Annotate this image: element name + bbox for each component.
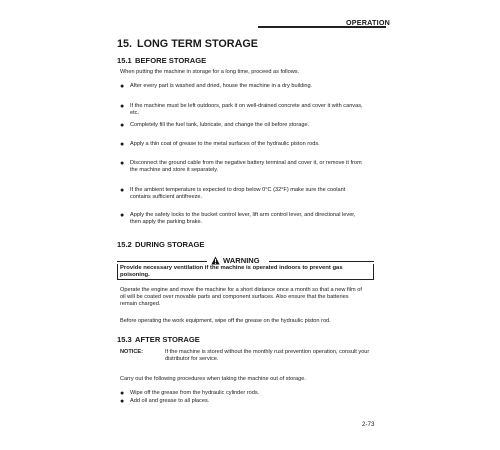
warning-rule-right bbox=[269, 261, 374, 262]
warning-box bbox=[117, 264, 374, 280]
subsection-heading-during bbox=[117, 240, 204, 249]
bullet-icon: ● bbox=[120, 160, 125, 167]
notice-label: NOTICE: bbox=[120, 349, 143, 355]
during-paragraph-2: Before operating the work equipment, wipe off the grease on the hydraulic piston rod. bbox=[120, 318, 331, 324]
bullet-icon: ● bbox=[120, 122, 125, 129]
list-item-text: If the ambient temperature is expected to drop below 0°C (32°F) make sure the coolant contains sufficient antifreeze. bbox=[130, 187, 346, 201]
during-paragraph-1: Operate the engine and move the machine for a short distance once a month so that a new film of oil will be coated over movable parts and component surfaces. Also ensure that the batteries remain charged. bbox=[120, 287, 362, 308]
subsection-heading-after bbox=[117, 335, 200, 344]
bullet-icon: ● bbox=[120, 212, 125, 219]
subsection-title: BEFORE STORAGE bbox=[135, 56, 207, 65]
bullet-icon: ● bbox=[120, 390, 125, 397]
list-item bbox=[120, 212, 365, 226]
warning-label: WARNING bbox=[223, 256, 260, 265]
list-item-text: Disconnect the ground cable from the negative battery terminal and cover it, or remove it from the machine and store it separately. bbox=[130, 160, 362, 174]
list-item-text: Completely fill the fuel tank, lubricate, and change the oil before storage. bbox=[130, 122, 310, 128]
bullet-icon: ● bbox=[120, 103, 125, 110]
list-item-text: After every part is washed and dried, house the machine in a dry building. bbox=[130, 83, 313, 89]
subsection-heading-before bbox=[117, 56, 206, 65]
warning-rule-left bbox=[117, 261, 207, 262]
list-item-text: Apply a thin coat of grease to the metal surfaces of the hydraulic piston rods. bbox=[130, 141, 320, 147]
subsection-number: 15.3 bbox=[117, 335, 132, 344]
notice-text: If the machine is stored without the monthly rust prevention operation, consult your distributor for service. bbox=[165, 349, 370, 363]
subsection-number: 15.2 bbox=[117, 240, 132, 249]
page-number: 2-73 bbox=[362, 421, 375, 428]
list-item bbox=[120, 398, 375, 405]
list-item bbox=[120, 160, 365, 174]
list-item-text: Apply the safety locks to the bucket control lever, lift arm control lever, and directional lever, then apply the parking brake. bbox=[130, 212, 356, 226]
after-intro: Carry out the following procedures when taking the machine out of storage. bbox=[120, 376, 306, 382]
section-heading bbox=[117, 38, 258, 50]
bullet-icon: ● bbox=[120, 141, 125, 148]
list-item bbox=[120, 122, 370, 129]
subsection-number: 15.1 bbox=[117, 56, 132, 65]
bullet-icon: ● bbox=[120, 83, 125, 90]
list-item bbox=[120, 103, 365, 117]
section-title: LONG TERM STORAGE bbox=[137, 38, 258, 50]
subsection-title: DURING STORAGE bbox=[135, 240, 205, 249]
bullet-icon: ● bbox=[120, 187, 125, 194]
header-section-title: OPERATION bbox=[346, 18, 390, 27]
list-item-text: If the machine must be left outdoors, park it on well-drained concrete and cover it with canvas, etc. bbox=[130, 103, 363, 117]
list-item-text: Add oil and grease to all places. bbox=[130, 398, 210, 404]
list-item-text: Wipe off the grease from the hydraulic cylinder rods. bbox=[130, 390, 260, 396]
before-intro: When putting the machine in storage for a long time, proceed as follows. bbox=[120, 69, 300, 75]
warning-text: Provide necessary ventilation if the machine is operated indoors to prevent gas poisoning. bbox=[120, 265, 343, 279]
bullet-icon: ● bbox=[120, 398, 125, 405]
list-item bbox=[120, 141, 365, 148]
list-item bbox=[120, 390, 375, 397]
list-item bbox=[120, 83, 378, 90]
subsection-title: AFTER STORAGE bbox=[135, 335, 200, 344]
list-item bbox=[120, 187, 365, 201]
section-number: 15. bbox=[117, 38, 133, 50]
